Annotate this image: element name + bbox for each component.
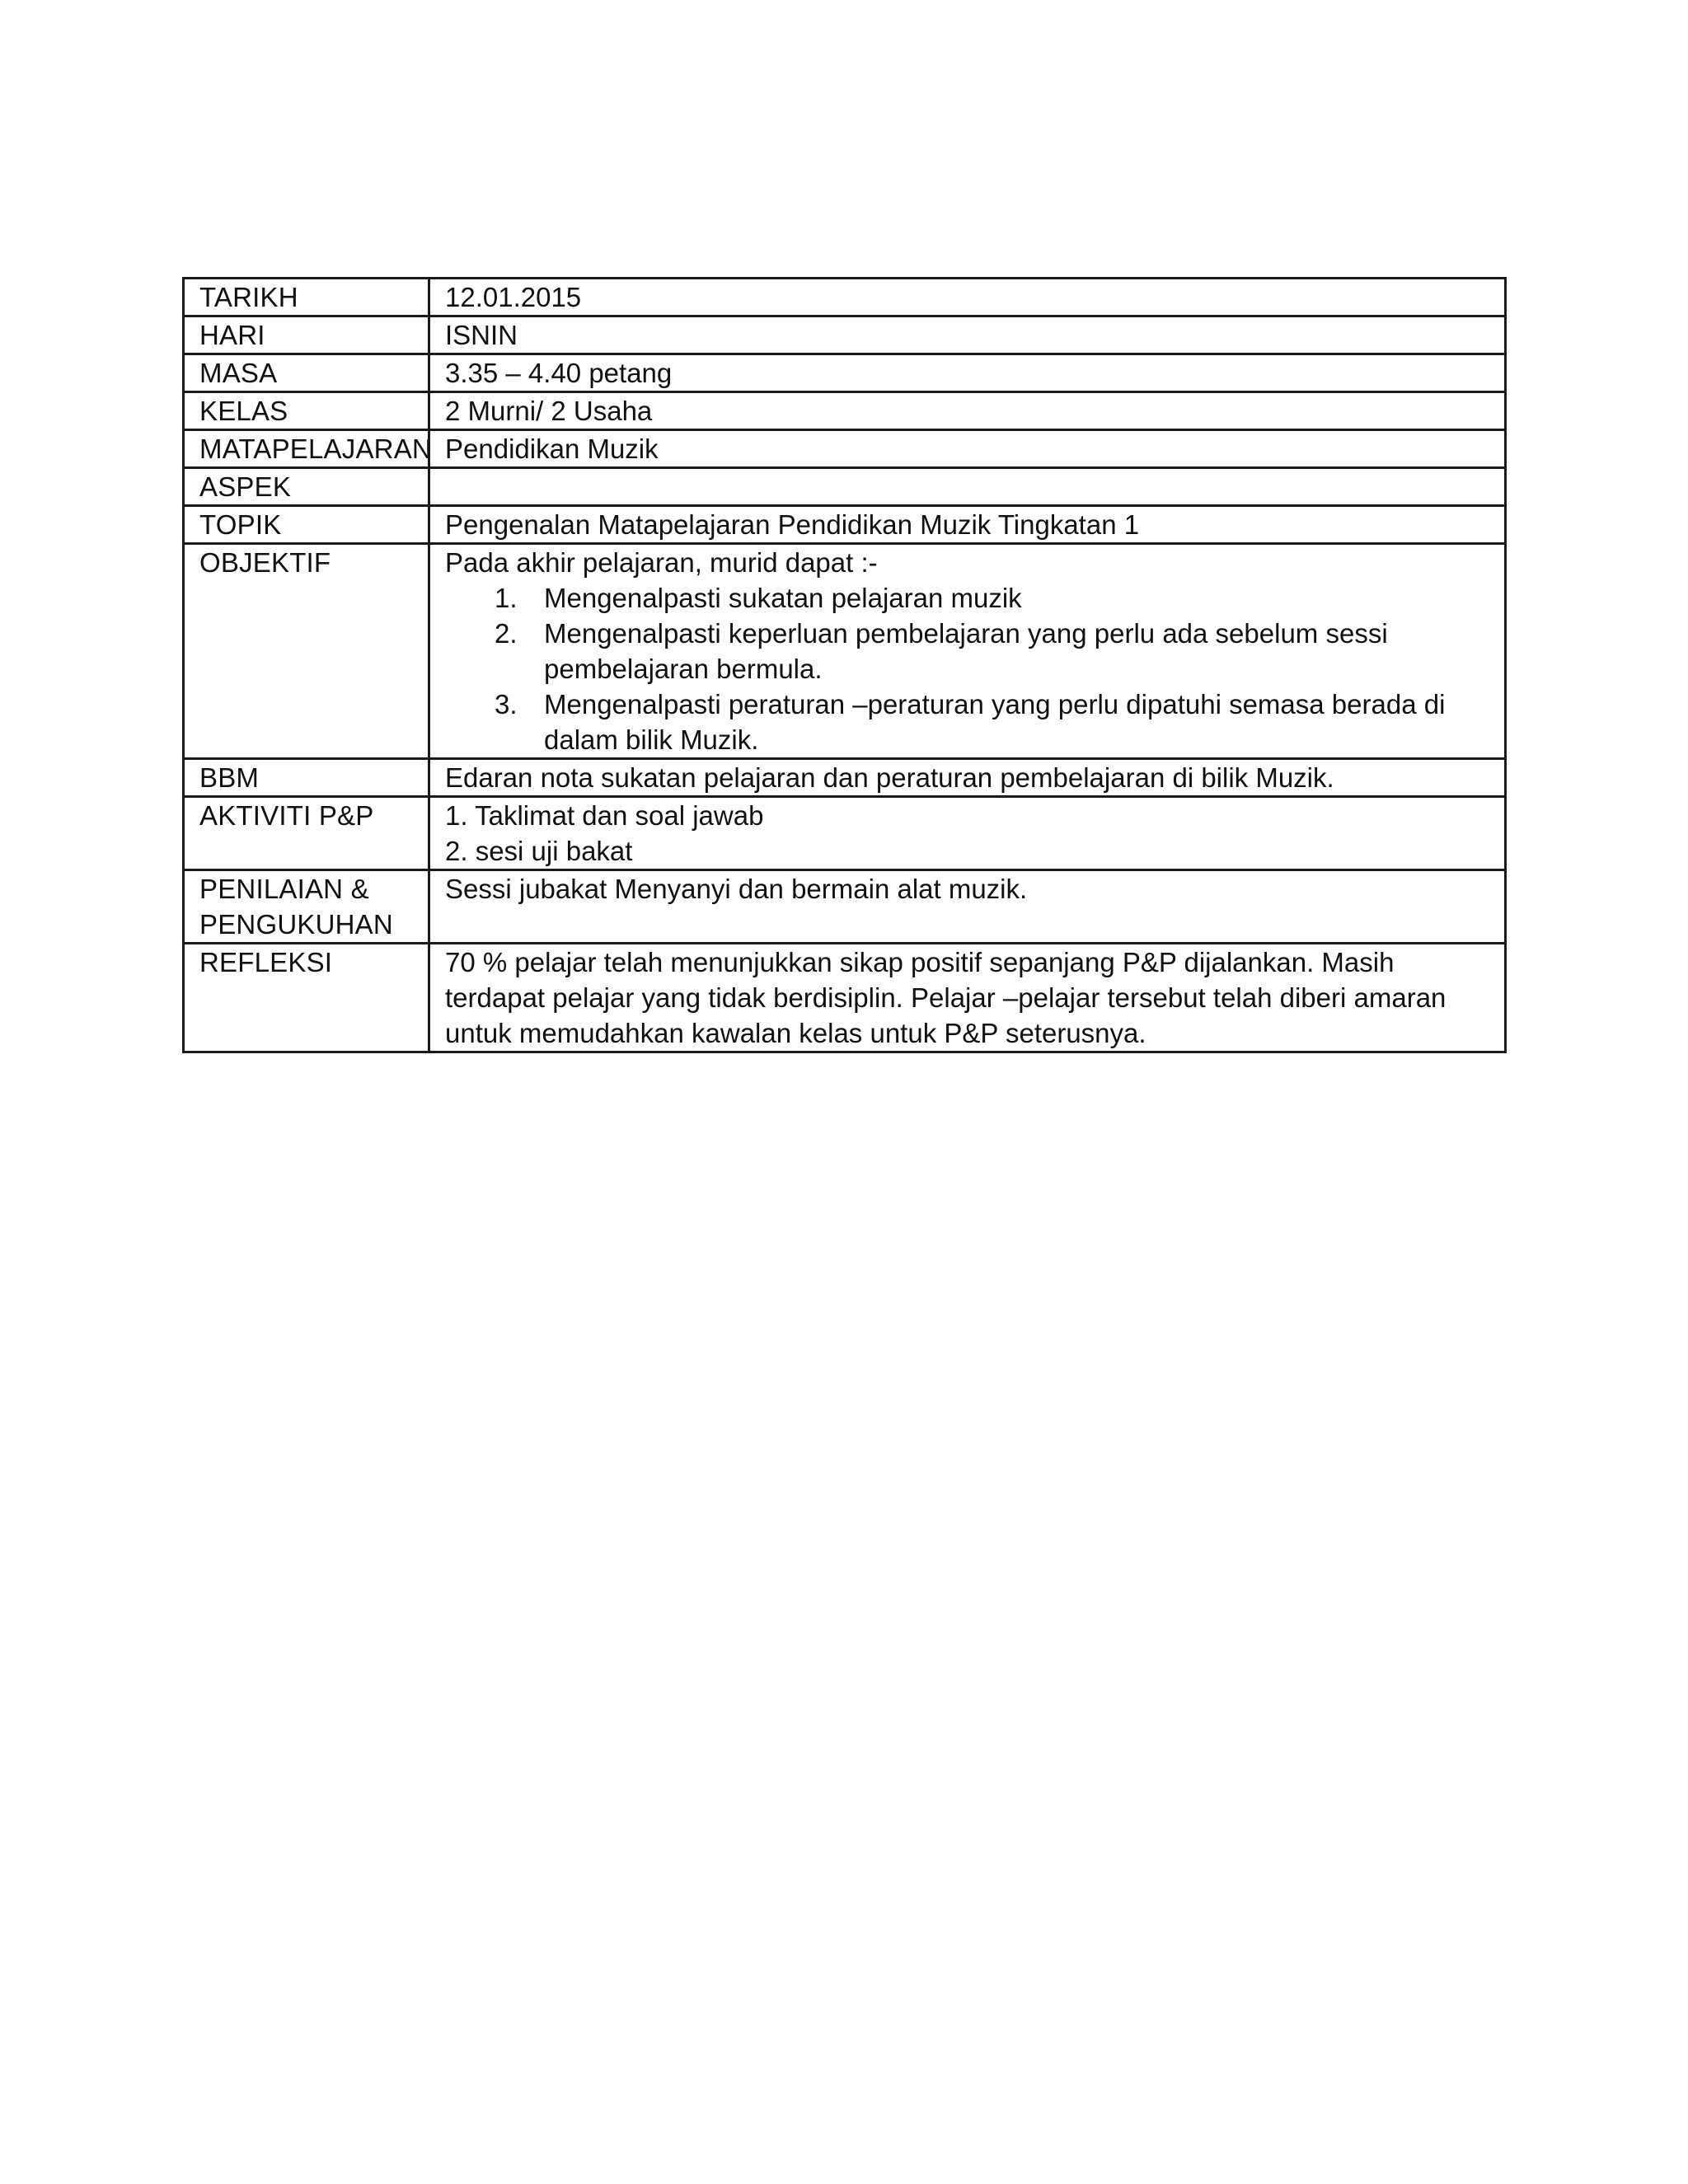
label-topik: TOPIK — [184, 506, 429, 544]
objektif-intro: Pada akhir pelajaran, murid dapat :- — [445, 547, 878, 578]
value-kelas: 2 Murni/ 2 Usaha — [429, 392, 1506, 430]
aktiviti-line: 2. sesi uji bakat — [445, 836, 633, 866]
objektif-item-number: 3. — [495, 689, 518, 719]
row-kelas — [184, 392, 1506, 430]
label-refleksi: REFLEKSI — [184, 944, 429, 1052]
label-penilaian-line: PENILAIAN & — [199, 874, 369, 904]
objektif-item — [445, 687, 1489, 757]
row-penilaian — [184, 870, 1506, 944]
value-objektif — [429, 544, 1506, 759]
value-topik: Pengenalan Matapelajaran Pendidikan Muzik Tingkatan 1 — [429, 506, 1506, 544]
objektif-list — [445, 580, 1489, 757]
row-aspek — [184, 468, 1506, 506]
label-aktiviti: AKTIVITI P&P — [184, 797, 429, 870]
label-matapelajaran: MATAPELAJARAN — [184, 430, 429, 468]
value-aktiviti — [429, 797, 1506, 870]
label-kelas: KELAS — [184, 392, 429, 430]
value-matapelajaran: Pendidikan Muzik — [429, 430, 1506, 468]
lesson-plan-table — [182, 277, 1507, 1053]
value-bbm: Edaran nota sukatan pelajaran dan peraturan pembelajaran di bilik Muzik. — [429, 759, 1506, 797]
value-refleksi: 70 % pelajar telah menunjukkan sikap positif sepanjang P&P dijalankan. Masih terdapat pelajar yang tidak berdisiplin. Pelajar –pelajar tersebut telah diberi amaran untuk memudahkan kawalan kelas untuk P&P seterusnya. — [429, 944, 1506, 1052]
row-hari — [184, 316, 1506, 354]
objektif-item-text: Mengenalpasti keperluan pembelajaran yang perlu ada sebelum sessi pembelajaran bermula. — [544, 618, 1388, 684]
label-penilaian-line: PENGUKUHAN — [199, 909, 393, 940]
label-bbm: BBM — [184, 759, 429, 797]
label-tarikh: TARIKH — [184, 279, 429, 316]
row-topik — [184, 506, 1506, 544]
label-aspek: ASPEK — [184, 468, 429, 506]
row-tarikh — [184, 279, 1506, 316]
label-objektif: OBJEKTIF — [184, 544, 429, 759]
label-masa: MASA — [184, 354, 429, 392]
value-penilaian: Sessi jubakat Menyanyi dan bermain alat muzik. — [429, 870, 1506, 944]
label-penilaian — [184, 870, 429, 944]
row-objektif — [184, 544, 1506, 759]
row-bbm — [184, 759, 1506, 797]
objektif-item-number: 2. — [495, 618, 518, 649]
row-aktiviti — [184, 797, 1506, 870]
objektif-item-text: Mengenalpasti peraturan –peraturan yang perlu dipatuhi semasa berada di dalam bilik Muzik. — [544, 689, 1446, 755]
row-masa — [184, 354, 1506, 392]
objektif-item — [445, 616, 1489, 687]
objektif-item-number: 1. — [495, 583, 518, 613]
value-aspek — [429, 468, 1506, 506]
value-masa: 3.35 – 4.40 petang — [429, 354, 1506, 392]
row-matapelajaran — [184, 430, 1506, 468]
label-hari: HARI — [184, 316, 429, 354]
aktiviti-line: 1. Taklimat dan soal jawab — [445, 800, 764, 831]
objektif-item — [445, 580, 1489, 616]
objektif-item-text: Mengenalpasti sukatan pelajaran muzik — [544, 583, 1022, 613]
value-tarikh: 12.01.2015 — [429, 279, 1506, 316]
value-hari: ISNIN — [429, 316, 1506, 354]
row-refleksi — [184, 944, 1506, 1052]
